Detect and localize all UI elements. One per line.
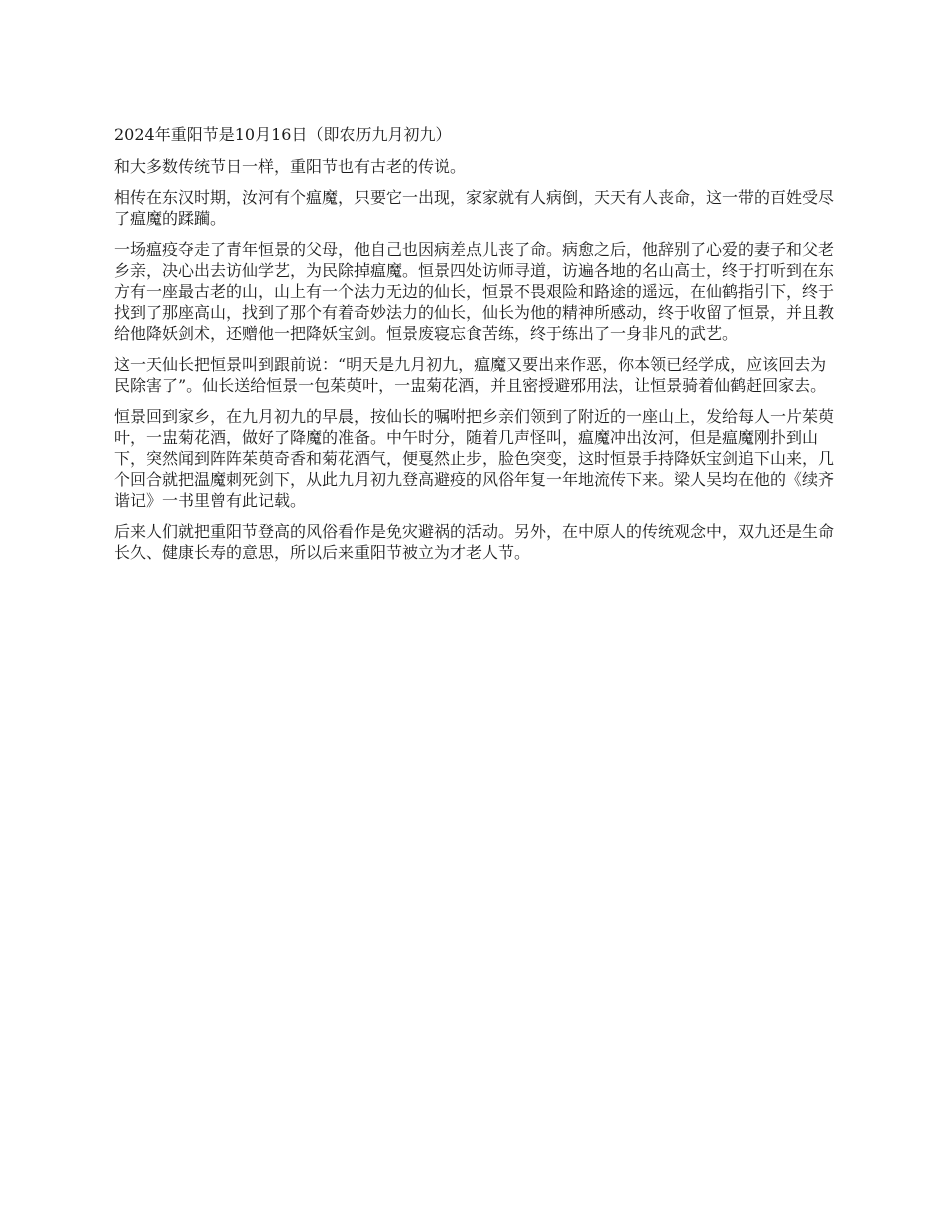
paragraph-legend-origin: 相传在东汉时期，汝河有个瘟魔，只要它一出现，家家就有人病倒，天天有人丧命，这一带的百姓受尽了瘟魔的蹂躏。 xyxy=(114,188,835,228)
paragraph-custom-meaning: 后来人们就把重阳节登高的风俗看作是免灾避祸的活动。另外，在中原人的传统观念中，双九还是生命长久、健康长寿的意思，所以后来重阳节被立为才老人节。 xyxy=(114,522,835,562)
paragraph-intro: 和大多数传统节日一样，重阳节也有古老的传说。 xyxy=(114,157,467,176)
paragraph-immortal-instruction: 这一天仙长把恒景叫到跟前说：“明天是九月初九，瘟魔又要出来作恶，你本领已经学成，应该回去为民除害了”。仙长送给恒景一包茱萸叶，一盅菊花酒，并且密授避邪用法，让恒景骑着仙鹤赶回家去。 xyxy=(114,355,827,395)
paragraph-defeat-demon: 恒景回到家乡，在九月初九的早晨，按仙长的嘱咐把乡亲们领到了附近的一座山上，发给每人一片茱萸叶，一盅菊花酒，做好了降魔的准备。中午时分，随着几声怪叫，瘟魔冲出汝河，但是瘟魔刚扑到山下，突然闻到阵阵茱萸奇香和菊花酒气，便戛然止步，脸色突变，这时恒景手持降妖宝剑追下山来，几个回合就把温魔刺死剑下，从此九月初九登高避疫的风俗年复一年地流传下来。梁人吴均在他的《续齐谐记》一书里曾有此记载。 xyxy=(114,407,835,510)
document-body xyxy=(114,124,840,573)
date-heading: 2024年重阳节是10月16日（即农历九月初九） xyxy=(114,125,452,144)
paragraph-hengjing-training: 一场瘟疫夺走了青年恒景的父母，他自己也因病差点儿丧了命。病愈之后，他辞别了心爱的妻子和父老乡亲，决心出去访仙学艺，为民除掉瘟魔。恒景四处访师寻道，访遍各地的名山高士，终于打听到在东方有一座最古老的山，山上有一个法力无边的仙长，恒景不畏艰险和路途的遥远，在仙鹤指引下，终于找到了那座高山，找到了那个有着奇妙法力的仙长，仙长为他的精神所感动，终于收留了恒景，并且教给他降妖剑术，还赠他一把降妖宝剑。恒景废寝忘食苦练，终于练出了一身非凡的武艺。 xyxy=(114,240,835,343)
